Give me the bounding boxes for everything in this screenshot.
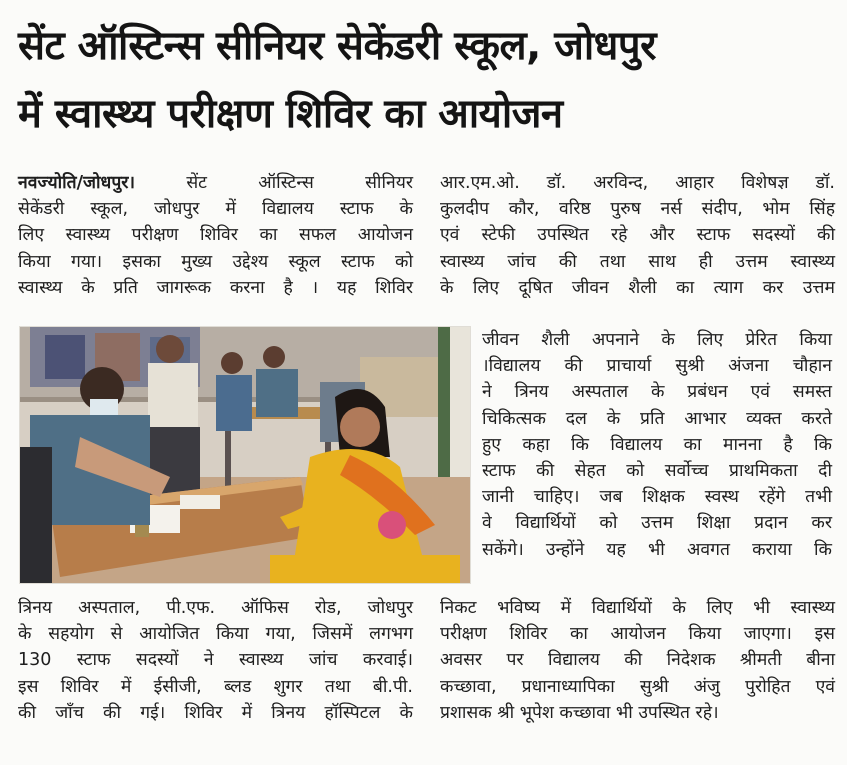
headline-line-2: में स्वास्थ्य परीक्षण शिविर का आयोजन [18,91,563,137]
article-line: के सहयोग से आयोजित किया गया, जिसमें लगभग [18,624,413,645]
article-line: आर.एम.ओ. डॉ. अरविन्द, आहार विशेषज्ञ डॉ. [440,173,835,193]
article-line: ।विद्यालय की प्राचार्या सुश्री अंजना चौहान [482,356,832,377]
article-line: परीक्षण शिविर का आयोजन किया जाएगा। इस [440,624,835,645]
headline [18,12,833,148]
article-line-text: सेंट ऑस्टिन्स सीनियर [135,173,413,193]
article-line: कुलदीप कौर, वरिष्ठ पुरुष नर्स संदीप, भोम सिंह [440,199,835,220]
dateline: नवज्योति/जोधपुर। [18,173,136,193]
article-line: ने त्रिनय अस्पताल के प्रबंधन एवं समस्त [482,382,832,403]
article-line: त्रिनय अस्पताल, पी.एफ. ऑफिस रोड, जोधपुर [18,598,413,618]
article-column-left-top [18,170,413,301]
article-column-left-bottom [18,595,413,726]
headline-line-1: सेंट ऑस्टिन्स सीनियर सेकेंडरी स्कूल, जोधपुर [18,23,656,69]
article-column-right-middle [482,327,832,563]
article-line: निकट भविष्य में विद्यार्थियों के लिए भी स्वास्थ्य [440,598,835,618]
article-line: स्टाफ की सेहत को सर्वोच्च प्राथमिकता दी [482,461,832,482]
article-line: 130 स्टाफ सदस्यों ने स्वास्थ्य जांच करवाई। [18,650,413,671]
article-line: एवं स्टेफी उपस्थित रहे और स्टाफ सदस्यों की [440,225,835,246]
article-line: स्वास्थ्य जांच की तथा साथ ही उत्तम स्वास्थ्य [440,251,835,272]
article-line: किया गया। इसका मुख्य उद्देश्य स्कूल स्टाफ को [18,251,413,272]
photo-illustration [20,327,470,583]
article-line: इस शिविर में ईसीजी, ब्लड शुगर तथा बी.पी. [18,676,413,697]
article-line: हुए कहा कि विद्यालय का मानना है कि [482,434,832,455]
article-line: कच्छावा, प्रधानाध्यापिका सुश्री अंजु पुरोहित एवं [440,676,835,697]
article-line: चिकित्सक दल के प्रति आभार व्यक्त करते [482,408,832,429]
article-column-right-top [440,170,835,301]
article-line [18,170,413,196]
article-line: प्रशासक श्री भूपेश कच्छावा भी उपस्थित रहे। [440,702,719,723]
article-line: जीवन शैली अपनाने के लिए प्रेरित किया [482,330,832,350]
article-line: वे विद्यार्थियों को उत्तम शिक्षा प्रदान कर [482,513,832,534]
article-column-right-bottom [440,595,835,726]
article-line: सकेंगे। उन्होंने यह भी अवगत कराया कि [482,539,832,560]
article-line: सेकेंडरी स्कूल, जोधपुर में विद्यालय स्टाफ के [18,199,413,220]
article-line: जानी चाहिए। जब शिक्षक स्वस्थ रहेंगे तभी [482,487,832,508]
article-line: लिए स्वास्थ्य परीक्षण शिविर का सफल आयोजन [18,225,413,246]
article-line: के लिए दूषित जीवन शैली का त्याग कर उत्तम [440,277,835,298]
article-line: अवसर पर विद्यालय की निदेशक श्रीमती बीना [440,650,835,671]
article-line: की जाँच की गई। शिविर में त्रिनय हॉस्पिटल के [18,702,413,723]
news-photo [19,326,471,584]
article-line: स्वास्थ्य के प्रति जागरूक करना है । यह शिविर [18,277,413,298]
